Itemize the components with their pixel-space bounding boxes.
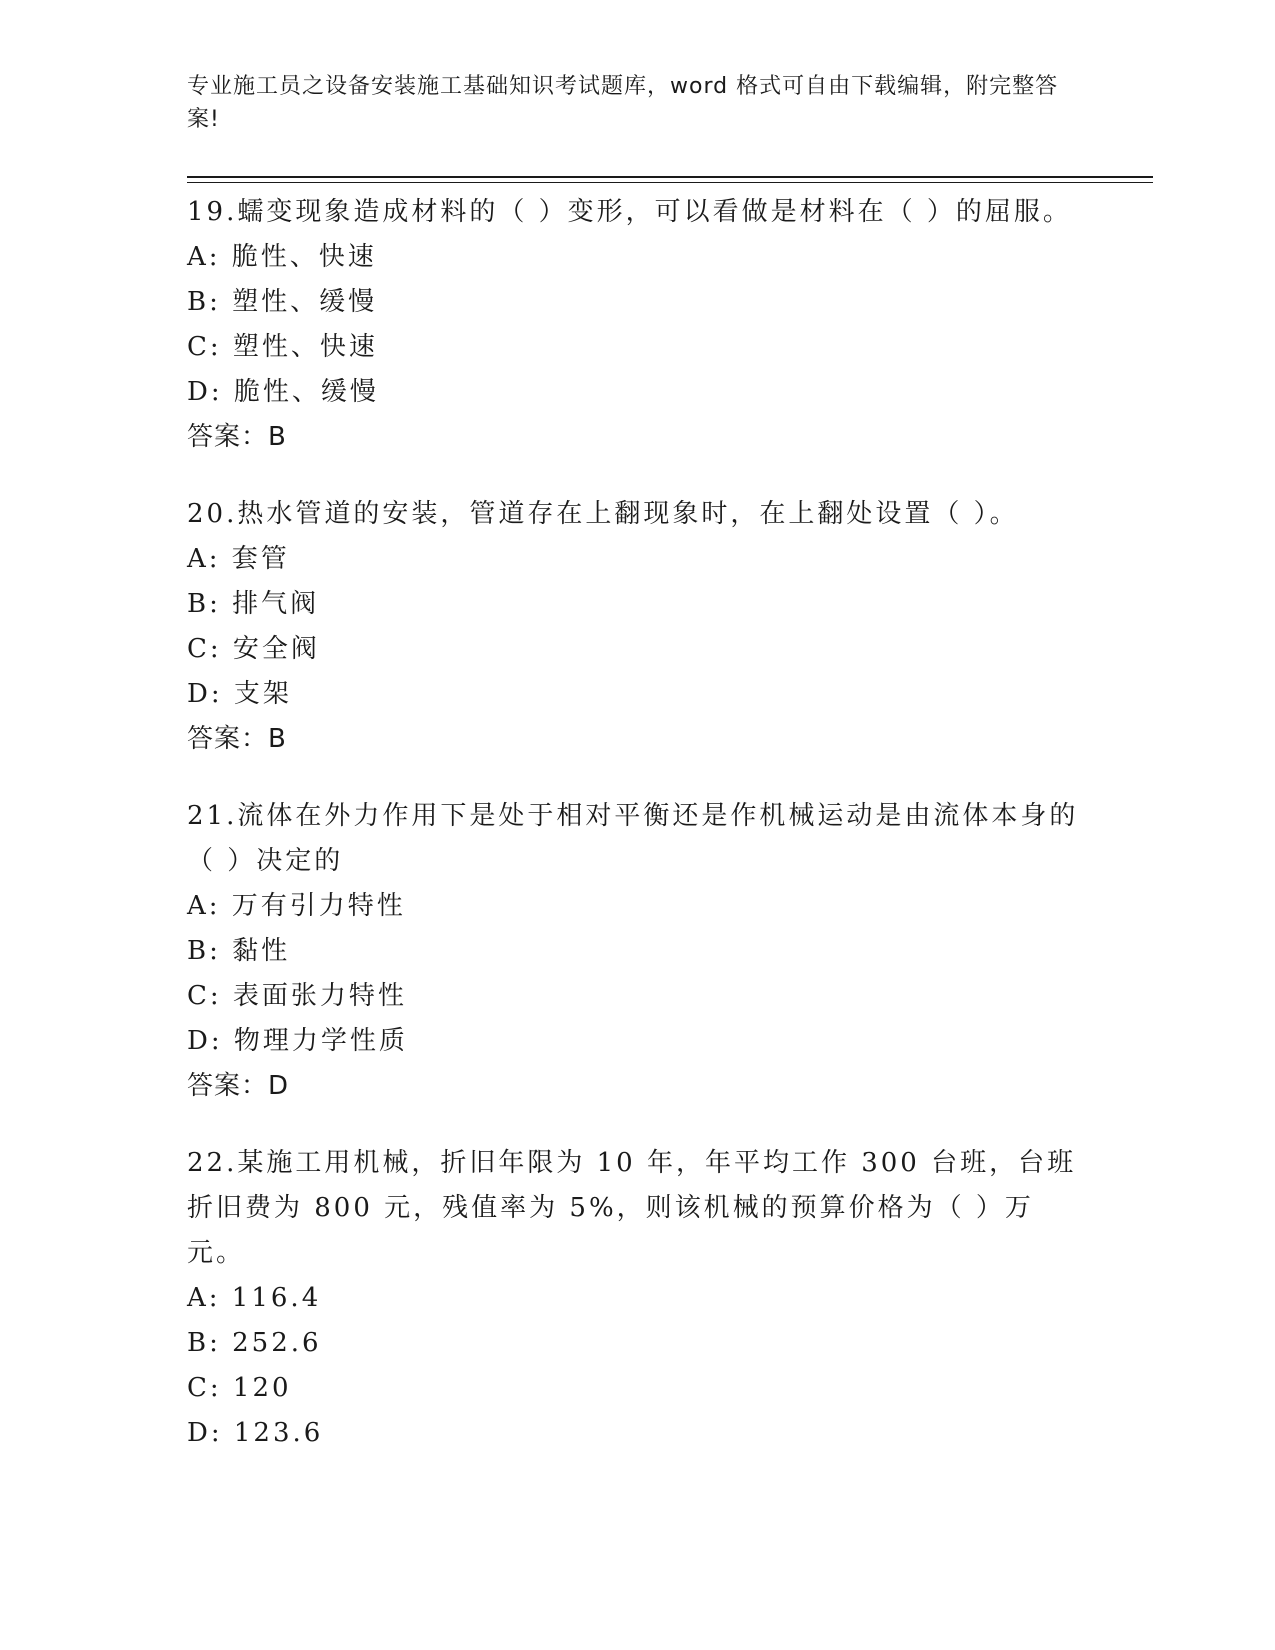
- option-d: D: 物理力学性质: [187, 1026, 408, 1056]
- option-c: C: 塑性、快速: [187, 332, 378, 362]
- option-c: C: 120: [187, 1373, 292, 1403]
- option-b: B: 252.6: [187, 1328, 322, 1358]
- question-stem: 21.流体在外力作用下是处于相对平衡还是作机械运动是由流体本身的（ ）决定的: [187, 801, 1079, 876]
- header-divider-thick: [187, 176, 1153, 178]
- option-b: B: 排气阀: [187, 589, 320, 619]
- question-22: [187, 1141, 1087, 1456]
- question-stem: 19.蠕变现象造成材料的（ ）变形，可以看做是材料在（ ）的屈服。: [187, 197, 1072, 227]
- option-d: D: 123.6: [187, 1418, 324, 1448]
- option-b: B: 黏性: [187, 936, 291, 966]
- document-header: 专业施工员之设备安装施工基础知识考试题库，word 格式可自由下载编辑，附完整答案!: [187, 74, 1059, 132]
- question-21: [187, 794, 1087, 1109]
- option-c: C: 表面张力特性: [187, 981, 407, 1011]
- option-b: B: 塑性、缓慢: [187, 287, 378, 317]
- question-stem: 20.热水管道的安装，管道存在上翻现象时，在上翻处设置（ ）。: [187, 499, 1019, 529]
- question-list: [187, 190, 1087, 1488]
- option-a: A: 套管: [187, 544, 290, 574]
- answer: 答案：B: [187, 422, 287, 452]
- option-a: A: 万有引力特性: [187, 891, 406, 921]
- answer: 答案：B: [187, 724, 287, 754]
- option-a: A: 116.4: [187, 1283, 322, 1313]
- header-divider-thin: [187, 182, 1153, 183]
- question-stem: 22.某施工用机械，折旧年限为 10 年，年平均工作 300 台班，台班折旧费为 800 元，残值率为 5%，则该机械的预算价格为（ ）万元。: [187, 1148, 1077, 1268]
- answer: 答案：D: [187, 1071, 290, 1101]
- question-20: [187, 492, 1087, 762]
- question-19: [187, 190, 1087, 460]
- option-d: D: 脆性、缓慢: [187, 377, 379, 407]
- option-d: D: 支架: [187, 679, 292, 709]
- option-c: C: 安全阀: [187, 634, 320, 664]
- option-a: A: 脆性、快速: [187, 242, 377, 272]
